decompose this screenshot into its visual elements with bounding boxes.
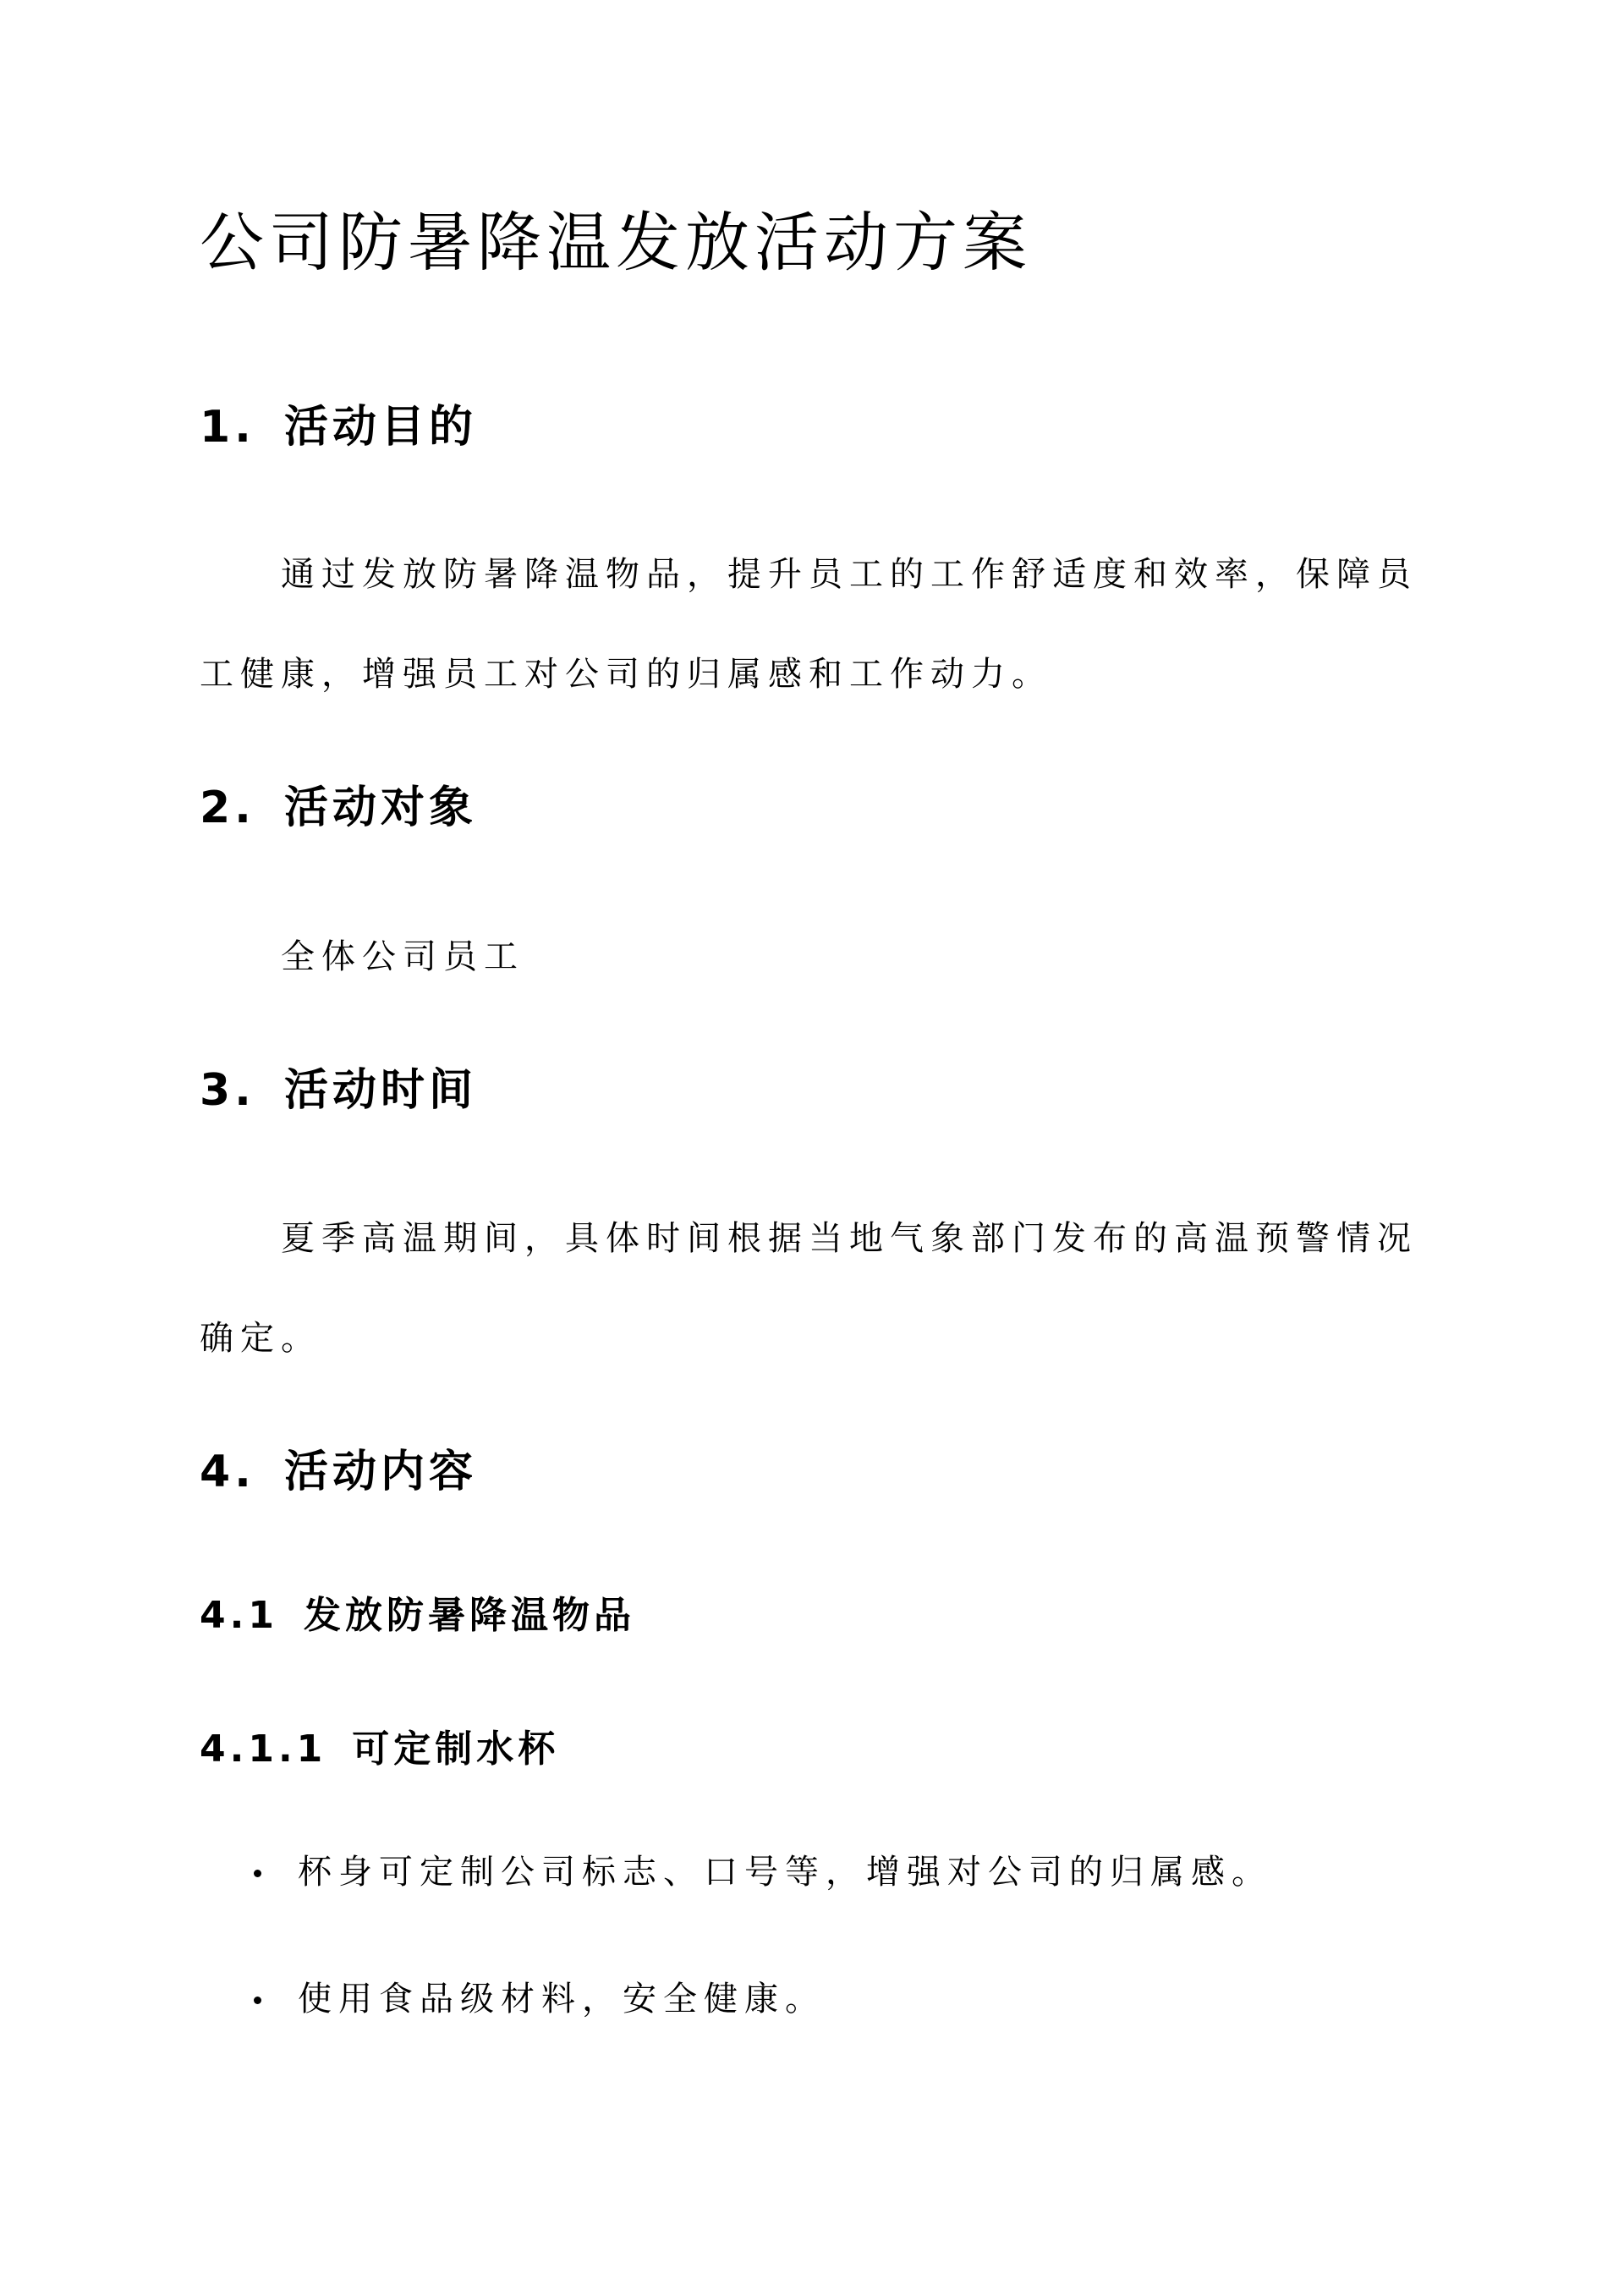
list-item bbox=[200, 1974, 1272, 2024]
section-2-title: 活动对象 bbox=[284, 783, 478, 833]
subsection-4-1-title: 发放防暑降温物品 bbox=[303, 1594, 635, 1637]
section-2-heading bbox=[200, 778, 477, 838]
section-3-title: 活动时间 bbox=[284, 1065, 478, 1116]
list-item-text: 杯身可定制公司标志、口号等，增强对公司的归属感。 bbox=[298, 1853, 1272, 1892]
list-item-text: 使用食品级材料，安全健康。 bbox=[298, 1980, 826, 2019]
section-1-number: 1. bbox=[200, 402, 255, 453]
section-2-paragraph: 全体公司员工 bbox=[281, 937, 524, 976]
list-item bbox=[200, 1847, 1272, 1898]
section-2-number: 2. bbox=[200, 783, 255, 833]
subsection-4-1-number: 4.1 bbox=[200, 1594, 278, 1637]
section-4-title: 活动内容 bbox=[284, 1447, 478, 1497]
bullet-dot-icon bbox=[254, 1870, 261, 1877]
subsubsection-4-1-1-title: 可定制水杯 bbox=[352, 1727, 560, 1771]
section-4-number: 4. bbox=[200, 1447, 255, 1497]
subsubsection-4-1-1-number: 4.1.1 bbox=[200, 1727, 327, 1771]
bullet-list bbox=[200, 1847, 1272, 2101]
section-1-paragraph: 通过发放防暑降温物品，提升员工的工作舒适度和效率，保障员工健康，增强员工对公司的归属感和工作动力。 bbox=[200, 555, 1418, 694]
section-1-title: 活动目的 bbox=[284, 402, 478, 453]
subsection-4-1-heading bbox=[200, 1590, 635, 1641]
document-title: 公司防暑降温发放活动方案 bbox=[200, 205, 1032, 280]
section-3-heading bbox=[200, 1061, 477, 1120]
subsubsection-4-1-1-heading bbox=[200, 1724, 559, 1775]
section-1-heading bbox=[200, 398, 477, 457]
section-4-heading bbox=[200, 1442, 477, 1502]
bullet-dot-icon bbox=[254, 1997, 261, 2004]
section-3-number: 3. bbox=[200, 1065, 255, 1116]
section-3-paragraph: 夏季高温期间，具体时间根据当地气象部门发布的高温预警情况确定。 bbox=[200, 1219, 1418, 1358]
